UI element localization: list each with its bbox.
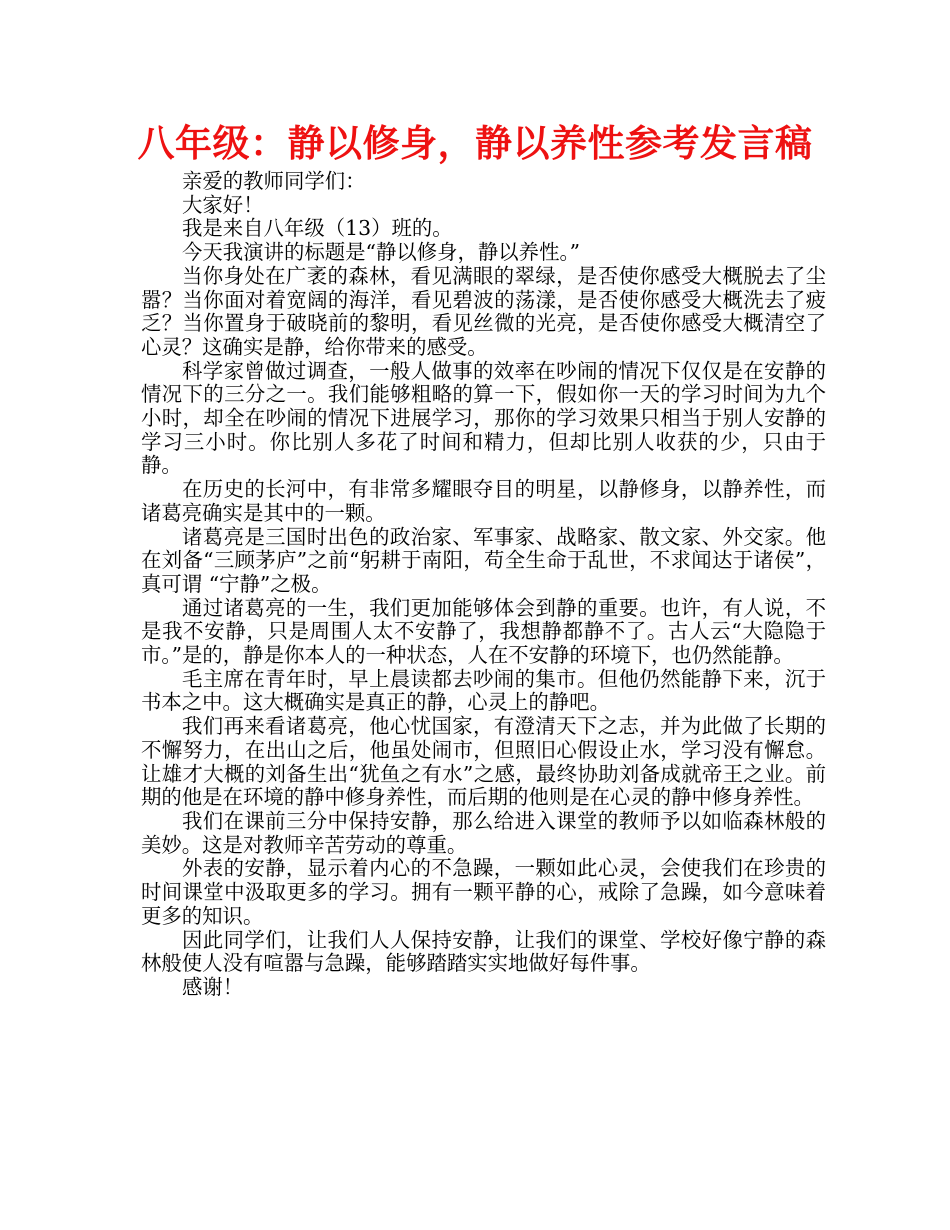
paragraph: 当你身处在广袤的森林，看见满眼的翠绿，是否使你感受大概脱去了尘嚣？当你面对着宽阔的海洋，看见碧波的荡漾，是否使你感受大概洗去了疲乏？当你置身于破晓前的黎明，看见丝微的光亮，是否使你感受大概清空了心灵？这确实是静，给你带来的感受。: [141, 263, 826, 359]
paragraph: 毛主席在青年时，早上晨读都去吵闹的集市。但他仍然能静下来，沉于书本之中。这大概确实是真正的静，心灵上的静吧。: [141, 666, 826, 715]
salutation-line: 大家好！: [182, 192, 264, 217]
speech-topic: 今天我演讲的标题是“静以修身，静以养性。”: [182, 240, 581, 265]
document-title: 八年级：静以修身，静以养性参考发言稿: [137, 122, 813, 165]
paragraph: 外表的安静，显示着内心的不急躁，一颗如此心灵，会使我们在珍贵的时间课堂中汲取更多的学习。拥有一颗平静的心，戒除了急躁，如今意味着更多的知识。: [141, 856, 826, 928]
closing-line: 感谢！: [182, 974, 244, 999]
paragraph: 在历史的长河中，有非常多耀眼夺目的明星，以静修身，以静养性，而诸葛亮确实是其中的一颗。: [141, 477, 826, 525]
paragraph: 诸葛亮是三国时出色的政治家、军事家、战略家、散文家、外交家。他在刘备“三顾茅庐”之前“躬耕于南阳，苟全生命于乱世，不求闻达于诸侯”，真可谓 “宁静”之极。: [141, 524, 826, 596]
speaker-intro: 我是来自八年级（13）班的。: [182, 216, 453, 241]
paragraph: 我们再来看诸葛亮，他心忧国家，有澄清天下之志，并为此做了长期的不懈努力，在出山之后，他虽处闹市，但照旧心假设止水，学习没有懈怠。让雄才大概的刘备生出“犹鱼之有水”之感，最终协助刘备成就帝王之业。前期的他是在环境的静中修身养性，而后期的他则是在心灵的静中修身养性。: [141, 714, 826, 810]
speech-body: [141, 170, 826, 1000]
paragraph: 科学家曾做过调查，一般人做事的效率在吵闹的情况下仅仅是在安静的情况下的三分之一。我们能够粗略的算一下，假如你一天的学习时间为九个小时，却全在吵闹的情况下进展学习，那你的学习效果只相当于别人安静的学习三小时。你比别人多花了时间和精力，但却比别人收获的少，只由于静。: [141, 358, 826, 478]
paragraph: 通过诸葛亮的一生，我们更加能够体会到静的重要。也许，有人说，不是我不安静，只是周围人太不安静了，我想静都静不了。古人云“大隐隐于市。”是的，静是你本人的一种状态，人在不安静的环境下，也仍然能静。: [141, 595, 826, 668]
paragraph: 我们在课前三分中保持安静，那么给进入课堂的教师予以如临森林般的美妙。这是对教师辛苦劳动的尊重。: [141, 808, 826, 857]
paragraph: 因此同学们，让我们人人保持安静，让我们的课堂、学校好像宁静的森林般使人没有喧嚣与急躁，能够踏踏实实地做好每件事。: [141, 927, 826, 976]
greeting-line: 亲爱的教师同学们：: [182, 169, 366, 193]
